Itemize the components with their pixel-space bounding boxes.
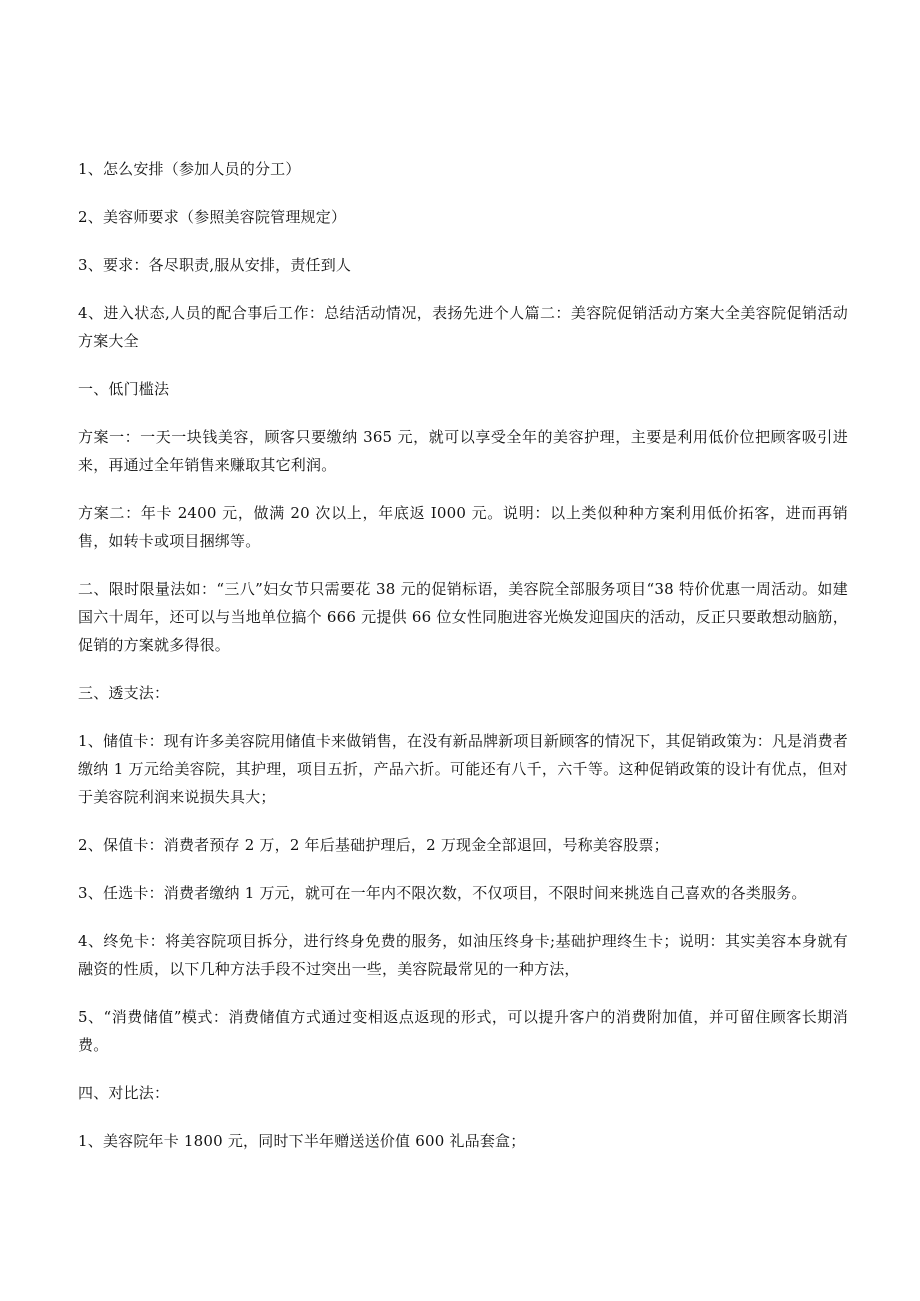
paragraph-consumption-storage: 5、“消费储值”模式：消费储值方式通过变相返点返现的形式，可以提升客户的消费附加值，并可留住顾客长期消费。 xyxy=(78,1008,848,1054)
paragraph-plan-two: 方案二：年卡 2400 元，做满 20 次以上，年底返 I000 元。说明：以上类似种种方案利用低价拓客，进而再销售，如转卡或项目捆绑等。 xyxy=(78,504,848,550)
section-heading-overdraft: 三、透支法： xyxy=(78,684,170,702)
paragraph-status-and-followup: 4、进入状态,人员的配合事后工作：总结活动情况，表扬先进个人篇二：美容院促销活动方案大全美容院促销活动方案大全 xyxy=(78,304,848,350)
document-body xyxy=(78,155,848,1175)
paragraph-requirements: 3、要求：各尽职责,服从安排，责任到人 xyxy=(78,256,352,274)
paragraph-annual-card: 1、美容院年卡 1800 元，同时下半年赠送送价值 600 礼品套盒； xyxy=(78,1132,526,1150)
paragraph-optional-card: 3、任选卡：消费者缴纳 1 万元，就可在一年内不限次数，不仅项目，不限时间来挑选自己喜欢的各类服务。 xyxy=(78,884,807,902)
section-heading-low-threshold: 一、低门槛法 xyxy=(78,380,170,398)
section-heading-comparison: 四、对比法： xyxy=(78,1084,170,1102)
paragraph-value-preserve-card: 2、保值卡：消费者预存 2 万，2 年后基础护理后，2 万现金全部退回，号称美容股票； xyxy=(78,836,669,854)
paragraph-lifetime-free-card: 4、终免卡：将美容院项目拆分，进行终身免费的服务，如油压终身卡;基础护理终生卡；说明：其实美容本身就有融资的性质，以下几种方法手段不过突出一些，美容院最常见的一种方法， xyxy=(78,932,848,978)
paragraph-stored-value-card: 1、储值卡：现有许多美容院用储值卡来做销售，在没有新品牌新项目新顾客的情况下，其促销政策为：凡是消费者缴纳 1 万元给美容院，其护理，项目五折，产品六折。可能还有八千，六千等。这种促销政策的设计有优点，但对于美容院利润来说损失具大； xyxy=(78,732,848,806)
paragraph-plan-one: 方案一：一天一块钱美容，顾客只要缴纳 365 元，就可以享受全年的美容护理，主要是利用低价位把顾客吸引进来，再通过全年销售来赚取其它利润。 xyxy=(78,428,848,474)
paragraph-beautician-requirements: 2、美容师要求（参照美容院管理规定） xyxy=(78,208,347,226)
paragraph-arrangement: 1、怎么安排（参加人员的分工） xyxy=(78,160,301,178)
paragraph-limited-time: 二、限时限量法如：“三八”妇女节只需要花 38 元的促销标语，美容院全部服务项目“38 特价优惠一周活动。如建国六十周年，还可以与当地单位搞个 666 元提供 66 位女性同胞进容光焕发迎国庆的活动，反正只要敢想动脑筋，促销的方案就多得很。 xyxy=(78,580,848,654)
